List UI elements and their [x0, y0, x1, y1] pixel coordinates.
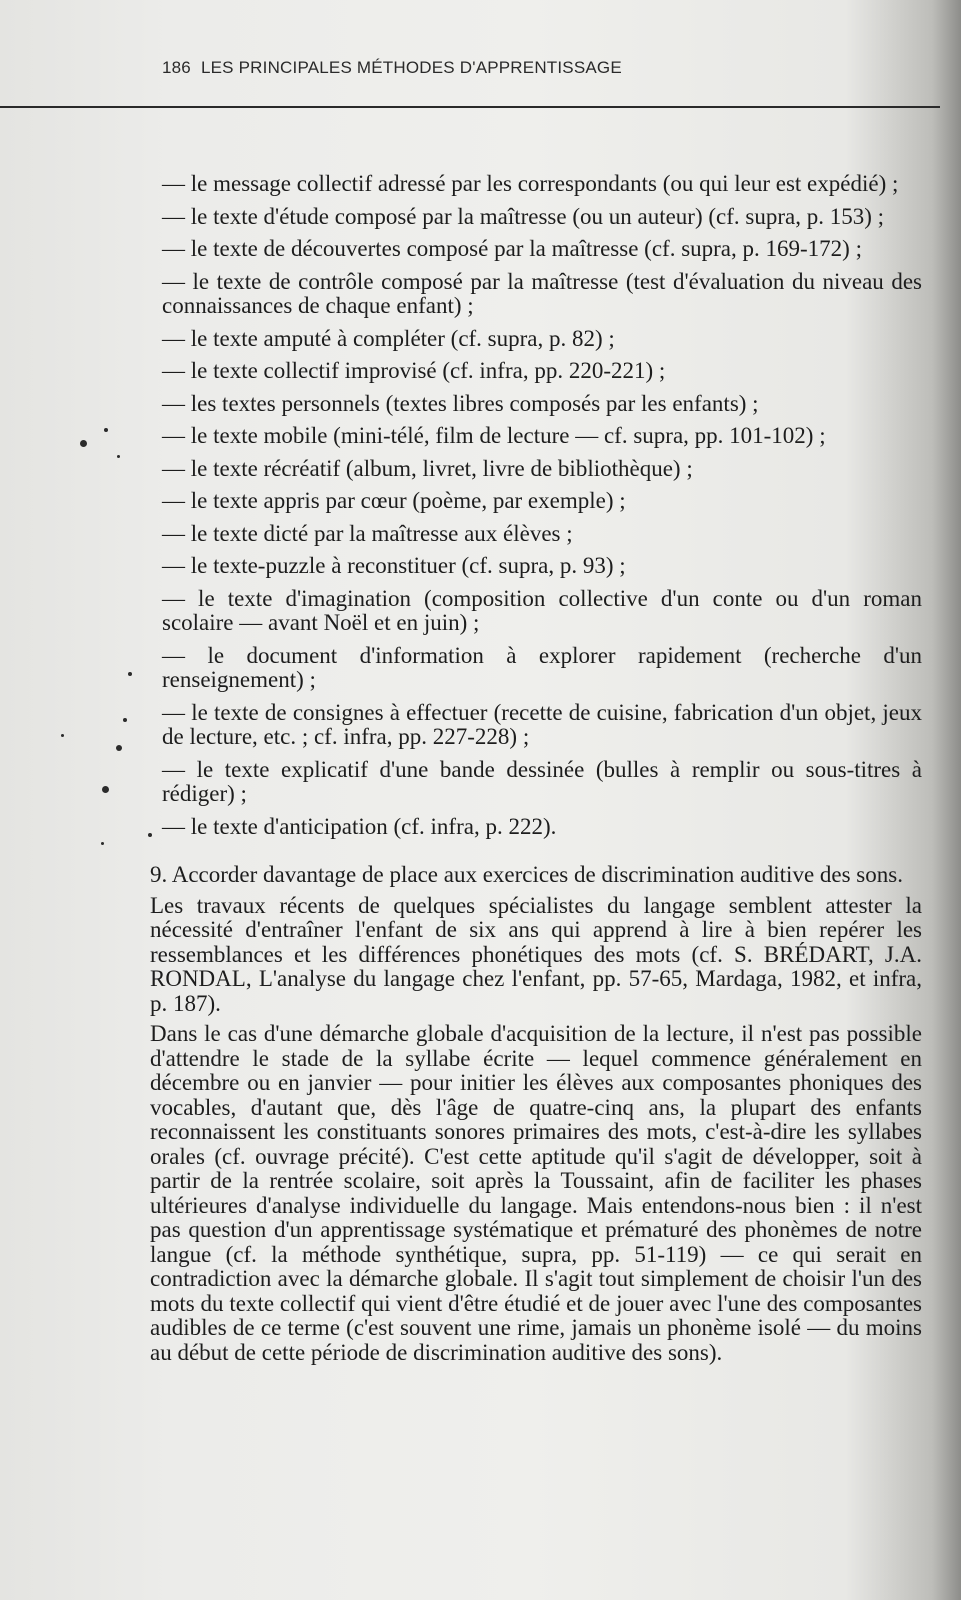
- page-number: 186: [162, 58, 191, 77]
- ink-speck: [148, 833, 152, 837]
- list-item: — le texte appris par cœur (poème, par exemple) ;: [162, 488, 626, 513]
- text-type-list: [150, 172, 922, 839]
- list-item: — le texte-puzzle à reconstituer (cf. supra, p. 93) ;: [162, 553, 626, 578]
- list-item: — le texte amputé à compléter (cf. supra, p. 82) ;: [162, 325, 615, 351]
- body-paragraph: Dans le cas d'une démarche globale d'acquisition de la lecture, il n'est pas possible d'attendre le stade de la syllabe écrite — lequel commence généralement en décembre ou en janvier — pour initier les élèves aux composantes phoniques des vocables, d'autant que, dès l'âge de quatre-cinq ans, la plupart des enfants reconnaissent les constituants sonores primaires des mots, c'est-à-dire les syllabes orales (cf. ouvrage précité). C'est cette aptitude qu'il s'agit de développer, soit à partir de la rentrée scolaire, soit après la Toussaint, afin de faciliter les phases ultérieures d'analyse individuelle du langage. Mais entendons-nous bien : il n'est pas question d'un apprentissage systématique et prématuré des phonèmes de notre langue (cf. la méthode synthétique, supra, pp. 51-119) — ce qui serait en contradiction avec la démarche globale. Il s'agit tout simplement de choisir l'un des mots du texte collectif qui vient d'être étudié et de jouer avec l'une des composantes audibles de ce terme (c'est souvent une rime, jamais un phonème isolé — du moins au début de cette période de discrimination auditive des sons).: [150, 1021, 922, 1365]
- ink-speck: [80, 440, 87, 447]
- list-item: — le texte dicté par la maîtresse aux élèves ;: [162, 520, 573, 546]
- list-item: — le texte explicatif d'une bande dessinée (bulles à remplir ou sous-titres à rédiger) ;: [162, 756, 922, 806]
- list-item: — le document d'information à explorer rapidement (recherche d'un renseignement) ;: [162, 642, 922, 692]
- ink-speck: [61, 734, 64, 737]
- ink-speck: [128, 672, 132, 676]
- running-head: [162, 58, 622, 78]
- chapter-title: LES PRINCIPALES MÉTHODES D'APPRENTISSAGE: [200, 58, 622, 77]
- header-rule: [0, 106, 940, 108]
- list-item: — le texte de découvertes composé par la maîtresse (cf. supra, p. 169-172) ;: [162, 236, 862, 261]
- list-item: — le texte de consignes à effectuer (recette de cuisine, fabrication d'un objet, jeux de lecture, etc. ; cf. infra, pp. 227-228) ;: [162, 699, 922, 749]
- list-item: — le texte de contrôle composé par la maîtresse (test d'évaluation du niveau des connaissances de chaque enfant) ;: [162, 268, 922, 318]
- ink-speck: [123, 718, 127, 722]
- list-item: — le message collectif adressé par les correspondants (ou qui leur est expédié) ;: [162, 171, 899, 196]
- ink-speck: [104, 428, 108, 432]
- list-item: — le texte collectif improvisé (cf. infra, pp. 220-221) ;: [162, 358, 666, 383]
- list-item: — le texte récréatif (album, livret, livre de bibliothèque) ;: [162, 455, 693, 481]
- list-item: — le texte d'anticipation (cf. infra, p. 222).: [162, 813, 557, 839]
- list-item: — le texte d'étude composé par la maîtresse (ou un auteur) (cf. supra, p. 153) ;: [162, 203, 885, 229]
- list-item: — le texte mobile (mini-télé, film de lecture — cf. supra, pp. 101-102) ;: [162, 423, 826, 448]
- list-item: — le texte d'imagination (composition collective d'un conte ou d'un roman scolaire — avant Noël et en juin) ;: [162, 585, 922, 635]
- page-body: [150, 172, 922, 1371]
- ink-speck: [117, 455, 120, 458]
- ink-speck: [102, 786, 109, 793]
- ink-speck: [116, 745, 122, 751]
- ink-speck: [101, 842, 104, 845]
- list-item: — les textes personnels (textes libres composés par les enfants) ;: [162, 390, 759, 416]
- section-heading: 9. Accorder davantage de place aux exercices de discrimination auditive des sons.: [150, 862, 903, 887]
- body-paragraph: Les travaux récents de quelques spécialistes du langage semblent attester la nécessité d'entraîner l'enfant de six ans qui apprend à lire à bien repérer les ressemblances et les différences phonétiques des mots (cf. S. BRÉDART, J.A. RONDAL, L'analyse du langage chez l'enfant, pp. 57-65, Mardaga, 1982, et infra, p. 187).: [150, 892, 922, 1016]
